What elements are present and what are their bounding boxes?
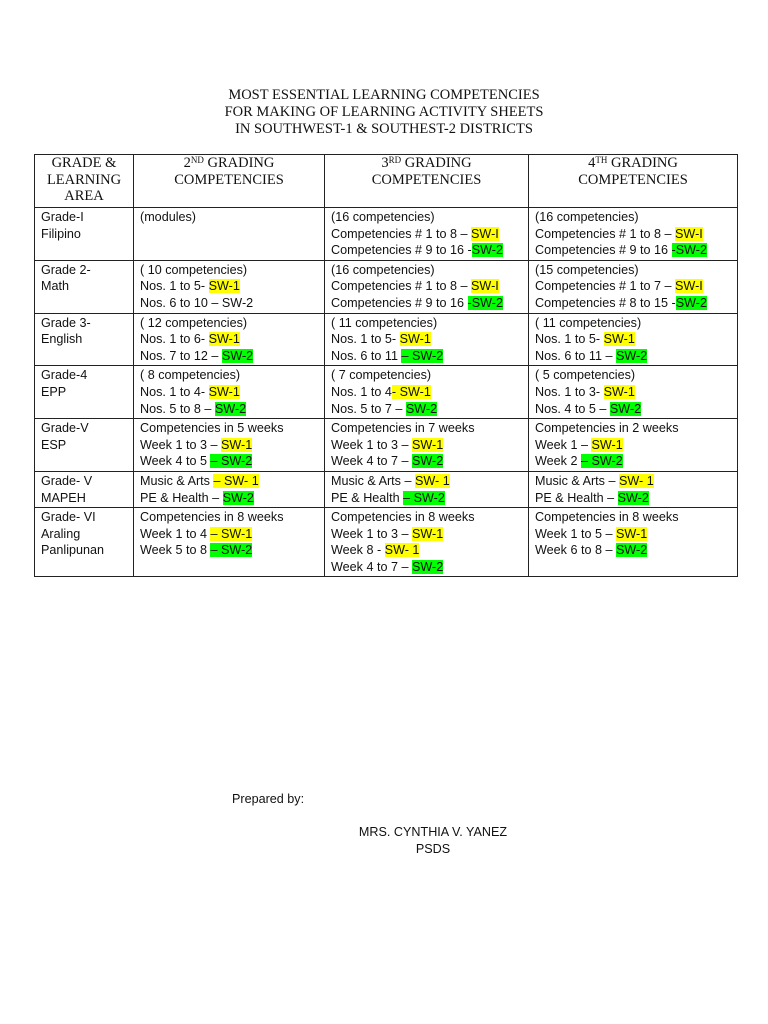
competency-line [331,226,522,243]
competency-cell [529,366,738,419]
competency-cell [325,260,529,313]
competency-cell [529,508,738,577]
competency-text: Week 6 to 8 – [535,543,616,558]
competency-text: (16 competencies) [331,210,435,224]
sw1-highlight: SW- 1 [384,543,420,558]
grade-label: EPP [41,384,67,399]
competency-line [140,542,318,559]
sw1-highlight: SW-I [675,226,703,241]
competency-text: (16 competencies) [331,262,435,277]
competency-line [140,348,318,365]
competency-text: Competencies # 1 to 8 – [331,279,472,294]
competency-line [331,367,522,384]
competency-line [140,437,318,454]
competency-line [331,262,522,279]
competency-cell [325,313,529,366]
competency-cell [134,260,325,313]
grade-label: Grade-I [41,210,84,224]
sw2-highlight: – SW-2 [210,454,253,469]
competency-cell [529,208,738,261]
competency-cell [134,419,325,472]
competency-text: Competencies in 8 weeks [331,510,475,525]
competency-line [535,331,731,348]
competency-line [331,559,522,576]
table-row [35,208,738,261]
competency-line [140,209,318,226]
competency-line [331,295,522,312]
competency-text: Nos. 1 to 4 [331,384,392,399]
document-title [0,87,768,138]
competency-line [535,262,731,279]
competency-text: Week 2 [535,454,581,469]
competency-text: ( 11 competencies) [535,315,642,330]
competency-line [140,295,318,312]
grade-cell [35,313,134,366]
competency-text: ( 12 competencies) [140,315,248,330]
sw2-highlight: SW-2 [675,295,707,310]
signatory-name: MRS. CYNTHIA V. YANEZ [358,825,508,839]
sw2-highlight: SW-2 [617,490,649,505]
competency-text: Competencies in 2 weeks [535,421,679,436]
competency-text: Week 1 to 3 – [140,437,221,452]
competency-text: Competencies in 8 weeks [140,510,284,525]
competency-text: Week 5 to 8 [140,543,211,558]
competency-cell [134,471,325,507]
competency-line [535,367,731,384]
table-row [35,419,738,472]
competency-text: Week 1 to 4 [140,526,211,541]
competency-text: Competencies # 1 to 8 – [535,226,676,241]
competency-line [140,526,318,543]
grade-label: Grade 3- [41,315,91,330]
sw1-highlight: SW-I [675,279,703,294]
competency-line [140,315,318,332]
competency-cell [325,419,529,472]
grade-label: Grade- VI [41,510,96,525]
competency-text: Nos. 5 to 8 – [140,401,215,416]
sw2-highlight: SW-2 [221,348,254,363]
sw2-highlight: SW-2 [411,559,444,574]
competency-line [140,262,318,279]
competencies-table [34,154,738,577]
competency-text: Week 1 to 5 – [535,526,616,541]
competency-text: Nos. 1 to 5- [535,332,604,347]
header-4th-grading: 4TH GRADING COMPETENCIES [529,155,738,208]
competency-text: Nos. 5 to 7 – [331,401,406,416]
competency-text: Nos. 1 to 6- [140,332,209,347]
sw1-highlight: SW-1 [411,526,444,541]
competency-line [140,401,318,418]
competency-line [140,331,318,348]
competency-line [331,242,522,259]
competency-line [535,315,731,332]
header-grade-line-2: LEARNING [46,171,122,188]
sw1-highlight: SW-1 [208,279,240,294]
grade-cell [35,366,134,419]
competency-line [331,542,522,559]
competency-line [535,209,731,226]
sw1-highlight: SW- 1 [414,473,450,488]
competency-text: Nos. 6 to 11 – [535,348,616,363]
sw1-highlight: – SW-1 [210,526,253,541]
grade-label: English [41,332,83,347]
competency-line [535,509,731,526]
grade-label: Grade- V [41,473,93,488]
title-line-1: MOST ESSENTIAL LEARNING COMPETENCIES [228,87,540,103]
sw2-highlight: SW-2 [609,401,642,416]
competency-cell [325,208,529,261]
competency-text: (16 competencies) [535,210,639,224]
sw1-highlight: SW-I [471,226,499,241]
competency-text: Competencies in 5 weeks [140,421,284,436]
table-row [35,260,738,313]
competency-text: Music & Arts [140,473,214,488]
competency-text: Week 1 to 3 – [331,526,412,541]
competency-text: Nos. 1 to 5- [331,332,400,347]
grade-label: Panlipunan [41,543,105,558]
sw2-highlight: – SW-2 [580,454,623,469]
competency-line [140,490,318,507]
grade-label: Filipino [41,226,81,241]
sw2-highlight: – SW-2 [403,490,445,505]
title-line-2: FOR MAKING OF LEARNING ACTIVITY SHEETS [224,104,544,120]
sw1-highlight: SW-1 [208,332,240,347]
signatory-position: PSDS [415,842,451,856]
competency-cell [134,208,325,261]
competency-cell [325,508,529,577]
competency-cell [134,313,325,366]
sw1-highlight: SW-1 [220,437,253,452]
competency-text: Week 1 to 3 – [331,437,412,452]
competency-text: Competencies # 9 to 16 [535,243,672,258]
grade-label: Grade-4 [41,368,88,383]
competency-line [331,526,522,543]
competency-cell [529,419,738,472]
sw2-highlight: -SW-2 [467,295,503,310]
competency-cell [325,366,529,419]
grade-label: ESP [41,437,67,452]
sw1-highlight: SW- 1 [618,473,654,488]
competency-text: ( 7 competencies) [331,368,432,383]
competency-cell [134,366,325,419]
competency-line [140,453,318,470]
competency-line [331,473,522,490]
signatory [0,824,768,858]
sw2-highlight: SW-2 [615,348,648,363]
competency-line [331,420,522,437]
sw1-highlight: SW-1 [615,526,648,541]
competency-text: Nos. 1 to 3- [535,384,604,399]
sw2-highlight: SW-2 [411,454,444,469]
grade-cell [35,208,134,261]
table-row [35,366,738,419]
grade-label: MAPEH [41,490,86,505]
sw2-highlight: SW-2 [222,490,254,505]
competency-text: Nos. 6 to 10 – SW-2 [140,295,254,310]
competency-cell [134,508,325,577]
competency-text: (15 competencies) [535,262,639,277]
table-row [35,508,738,577]
grade-label: Grade 2- [41,262,91,277]
sw1-highlight: - SW-1 [391,384,431,399]
competency-text: ( 5 competencies) [535,368,636,383]
competency-text: Music & Arts – [535,473,619,488]
competency-line [140,509,318,526]
competency-text: Competencies # 9 to 16 [331,295,468,310]
competency-line [535,490,731,507]
sw2-highlight: -SW-2 [671,243,707,258]
competency-text: (modules) [140,210,196,224]
sw1-highlight: SW-1 [603,384,635,399]
sw1-highlight: – SW- 1 [213,473,259,488]
competency-line [535,453,731,470]
competency-line [535,526,731,543]
grade-cell [35,471,134,507]
sw2-highlight: SW-2 [471,243,503,258]
competency-text: Competencies in 8 weeks [535,510,679,525]
competency-line [535,226,731,243]
sw1-highlight: SW-1 [603,332,635,347]
header-grade-line-3: AREA [64,188,104,204]
table-row [35,313,738,366]
grade-cell [35,419,134,472]
competency-cell [529,471,738,507]
competency-line [140,367,318,384]
competency-text: Competencies # 8 to 15 - [535,295,676,310]
competency-text: Competencies # 1 to 7 – [535,279,676,294]
sw2-highlight: – SW-2 [401,348,444,363]
competency-line [535,242,731,259]
competency-line [331,453,522,470]
grade-label: Araling [41,526,81,541]
competency-text: ( 8 competencies) [140,368,241,383]
competency-line [331,348,522,365]
competency-line [535,473,731,490]
sw1-highlight: SW-1 [208,384,240,399]
competency-text: Nos. 4 to 5 – [535,401,610,416]
sw1-highlight: SW-1 [411,437,444,452]
grade-label: Math [41,279,69,294]
competency-line [535,384,731,401]
competency-text: Week 8 - [331,543,385,558]
sw2-highlight: SW-2 [615,543,648,558]
competency-text: Competencies # 1 to 8 – [331,226,472,241]
sw2-highlight: SW-2 [405,401,438,416]
competency-text: PE & Health – [140,490,223,505]
competency-text: Music & Arts – [331,473,415,488]
header-2nd-grading: 2ND GRADING COMPETENCIES [134,155,325,208]
competency-line [535,348,731,365]
title-line-3: IN SOUTHWEST-1 & SOUTHEST-2 DISTRICTS [235,121,533,137]
competency-line [140,384,318,401]
competency-text: Week 4 to 7 – [331,454,412,469]
competency-text: Nos. 6 to 11 [331,348,402,363]
sw1-highlight: SW-I [471,279,499,294]
competency-line [331,384,522,401]
grade-cell [35,508,134,577]
competency-line [331,278,522,295]
competency-text: Week 1 – [535,437,592,452]
competency-line [331,401,522,418]
competency-line [535,542,731,559]
competency-line [331,331,522,348]
competency-line [331,209,522,226]
competency-line [140,278,318,295]
competency-text: ( 10 competencies) [140,262,248,277]
grade-cell [35,260,134,313]
competency-line [535,420,731,437]
competency-line [140,473,318,490]
table-row [35,471,738,507]
competency-text: Nos. 1 to 5- [140,279,209,294]
sw1-highlight: SW-1 [591,437,623,452]
competency-line [331,509,522,526]
competency-cell [529,260,738,313]
competency-line [140,420,318,437]
header-grade-line-1: GRADE & [51,155,117,171]
competency-line [535,295,731,312]
competency-text: ( 11 competencies) [331,315,438,330]
competency-text: Nos. 7 to 12 – [140,348,222,363]
table-body [35,208,738,577]
prepared-by-label: Prepared by: [232,792,305,806]
sw2-highlight: SW-2 [214,401,247,416]
header-grade-learning-area [35,155,134,208]
table-header-row [35,155,738,208]
grade-label: Grade-V [41,421,89,436]
competency-text: PE & Health – [535,490,618,505]
competency-text: Competencies in 7 weeks [331,421,475,436]
sw2-highlight: – SW-2 [210,543,253,558]
competency-line [331,490,522,507]
competency-line [535,401,731,418]
competency-text: PE & Health [331,490,404,505]
competency-text: Nos. 1 to 4- [140,384,209,399]
sw1-highlight: SW-1 [399,332,431,347]
competency-text: Week 4 to 7 – [331,559,412,574]
competency-cell [325,471,529,507]
competency-cell [529,313,738,366]
competency-line [331,315,522,332]
competency-line [535,278,731,295]
competency-line [331,437,522,454]
competency-text: Competencies # 9 to 16 - [331,243,472,258]
competency-line [535,437,731,454]
competency-text: Week 4 to 5 [140,454,211,469]
header-3rd-grading: 3RD GRADING COMPETENCIES [325,155,529,208]
